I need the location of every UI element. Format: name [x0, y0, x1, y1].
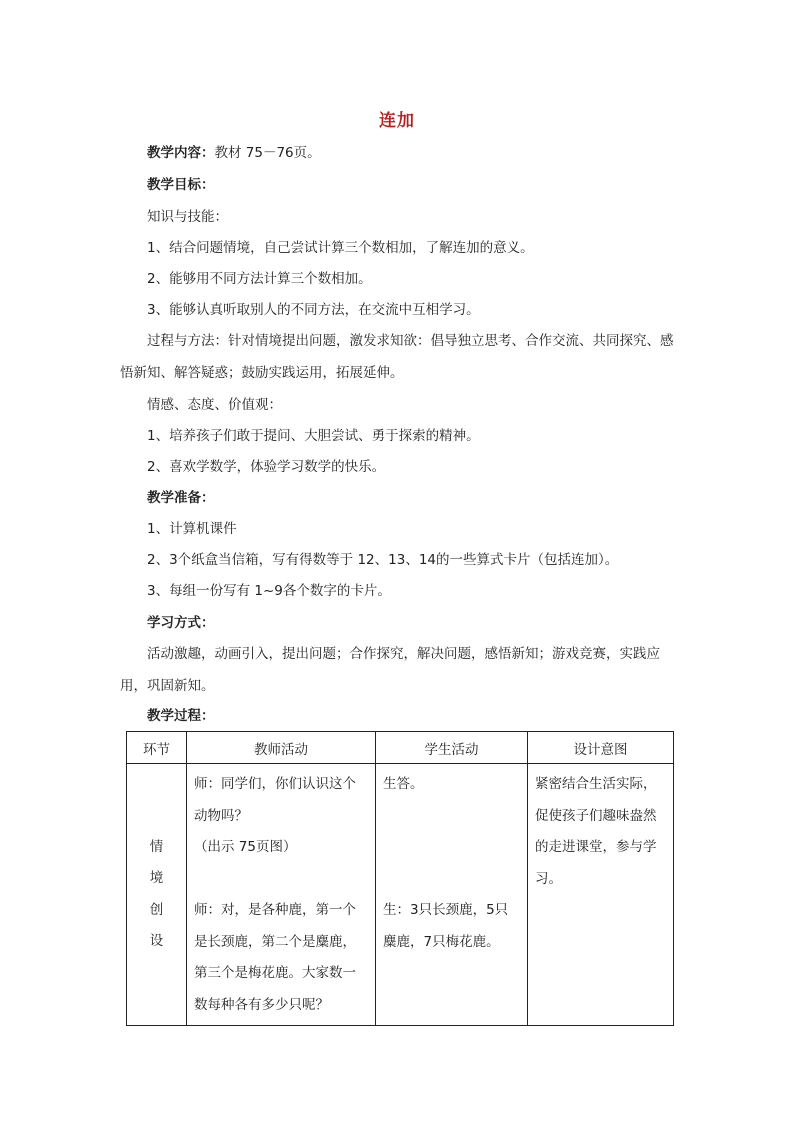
document-title: 连加 [379, 111, 415, 131]
table-header-row [127, 732, 674, 764]
preparation-heading: 教学准备： [147, 490, 215, 506]
learning-method-heading: 学习方式： [147, 615, 215, 631]
student-line: 生答。 [383, 776, 424, 792]
stage-char: 境 [149, 870, 164, 886]
objectives-heading: 教学目标： [147, 177, 215, 193]
stage-cell [127, 764, 187, 1026]
header-student-activity: 学生活动 [376, 732, 528, 764]
header-teacher-activity: 教师活动 [187, 732, 376, 764]
design-intent-cell [528, 764, 674, 1026]
teacher-line: 数每种各有多少只呢？ [194, 996, 329, 1013]
learning-method-paragraph: 活动激趣，动画引入，提出问题；合作探究，解决问题，感悟新知；游戏竞赛，实践应用，巩固新知。 [120, 646, 660, 694]
student-line-blank [383, 832, 521, 864]
teacher-line: 是长颈鹿，第二个是麋鹿， [194, 933, 356, 950]
student-line: 麋鹿，7只梅花鹿。 [383, 933, 500, 950]
teaching-content-label: 教学内容： [147, 145, 215, 161]
table-row [127, 764, 674, 1026]
teacher-line: 第三个是梅花鹿。大家数一 [194, 965, 356, 981]
emotion-heading: 情感、态度、价值观： [147, 397, 282, 413]
knowledge-item-1: 1、结合问题情境，自己尝试计算三个数相加，了解连加的意义。 [147, 240, 534, 256]
header-stage: 环节 [127, 732, 187, 764]
stage-char: 创 [149, 901, 164, 918]
teacher-activity-cell [187, 764, 376, 1026]
intent-line: 的走进课堂，参与学 [535, 839, 657, 855]
teacher-line: 师：对，是各种鹿，第一个 [194, 902, 356, 918]
lesson-table [126, 731, 674, 1026]
student-line-blank [383, 864, 521, 896]
intent-line: 紧密结合生活实际， [535, 776, 657, 792]
knowledge-item-3: 3、能够认真听取别人的不同方法，在交流中互相学习。 [147, 302, 480, 318]
teacher-line: 动物吗？ [194, 807, 248, 824]
stage-char: 设 [149, 933, 164, 949]
teaching-content [147, 143, 321, 163]
emotion-item-1: 1、培养孩子们敢于提问、大胆尝试、勇于探索的精神。 [147, 428, 480, 444]
intent-line: 习。 [535, 870, 562, 887]
knowledge-item-2: 2、能够用不同方法计算三个数相加。 [147, 271, 372, 287]
stage-char: 情 [149, 838, 164, 855]
teacher-line-blank [194, 864, 369, 896]
header-design-intent: 设计意图 [528, 732, 674, 764]
preparation-item-3: 3、每组一份写有 1~9各个数字的卡片。 [147, 583, 391, 599]
teaching-process-heading: 教学过程： [147, 708, 215, 724]
preparation-item-2: 2、3个纸盒当信箱，写有得数等于 12、13、14的一些算式卡片（包括连加）。 [147, 552, 619, 568]
emotion-item-2: 2、喜欢学数学，体验学习数学的快乐。 [147, 459, 386, 475]
preparation-item-1: 1、计算机课件 [147, 521, 237, 537]
student-activity-cell [376, 764, 528, 1026]
teaching-content-text: 教材 75－76页。 [214, 145, 321, 161]
intent-line: 促使孩子们趣味盎然 [535, 807, 657, 824]
teacher-line: （出示 75页图） [194, 839, 297, 855]
process-method-paragraph: 过程与方法：针对情境提出问题，激发求知欲：倡导独立思考、合作交流、共同探究、感悟新知、解答疑惑；鼓励实践运用，拓展延伸。 [120, 333, 674, 381]
student-line-blank [383, 801, 521, 833]
student-line: 生：3只长颈鹿，5只 [383, 902, 509, 918]
knowledge-heading: 知识与技能： [147, 209, 228, 225]
teacher-line: 师：同学们，你们认识这个 [194, 776, 356, 792]
